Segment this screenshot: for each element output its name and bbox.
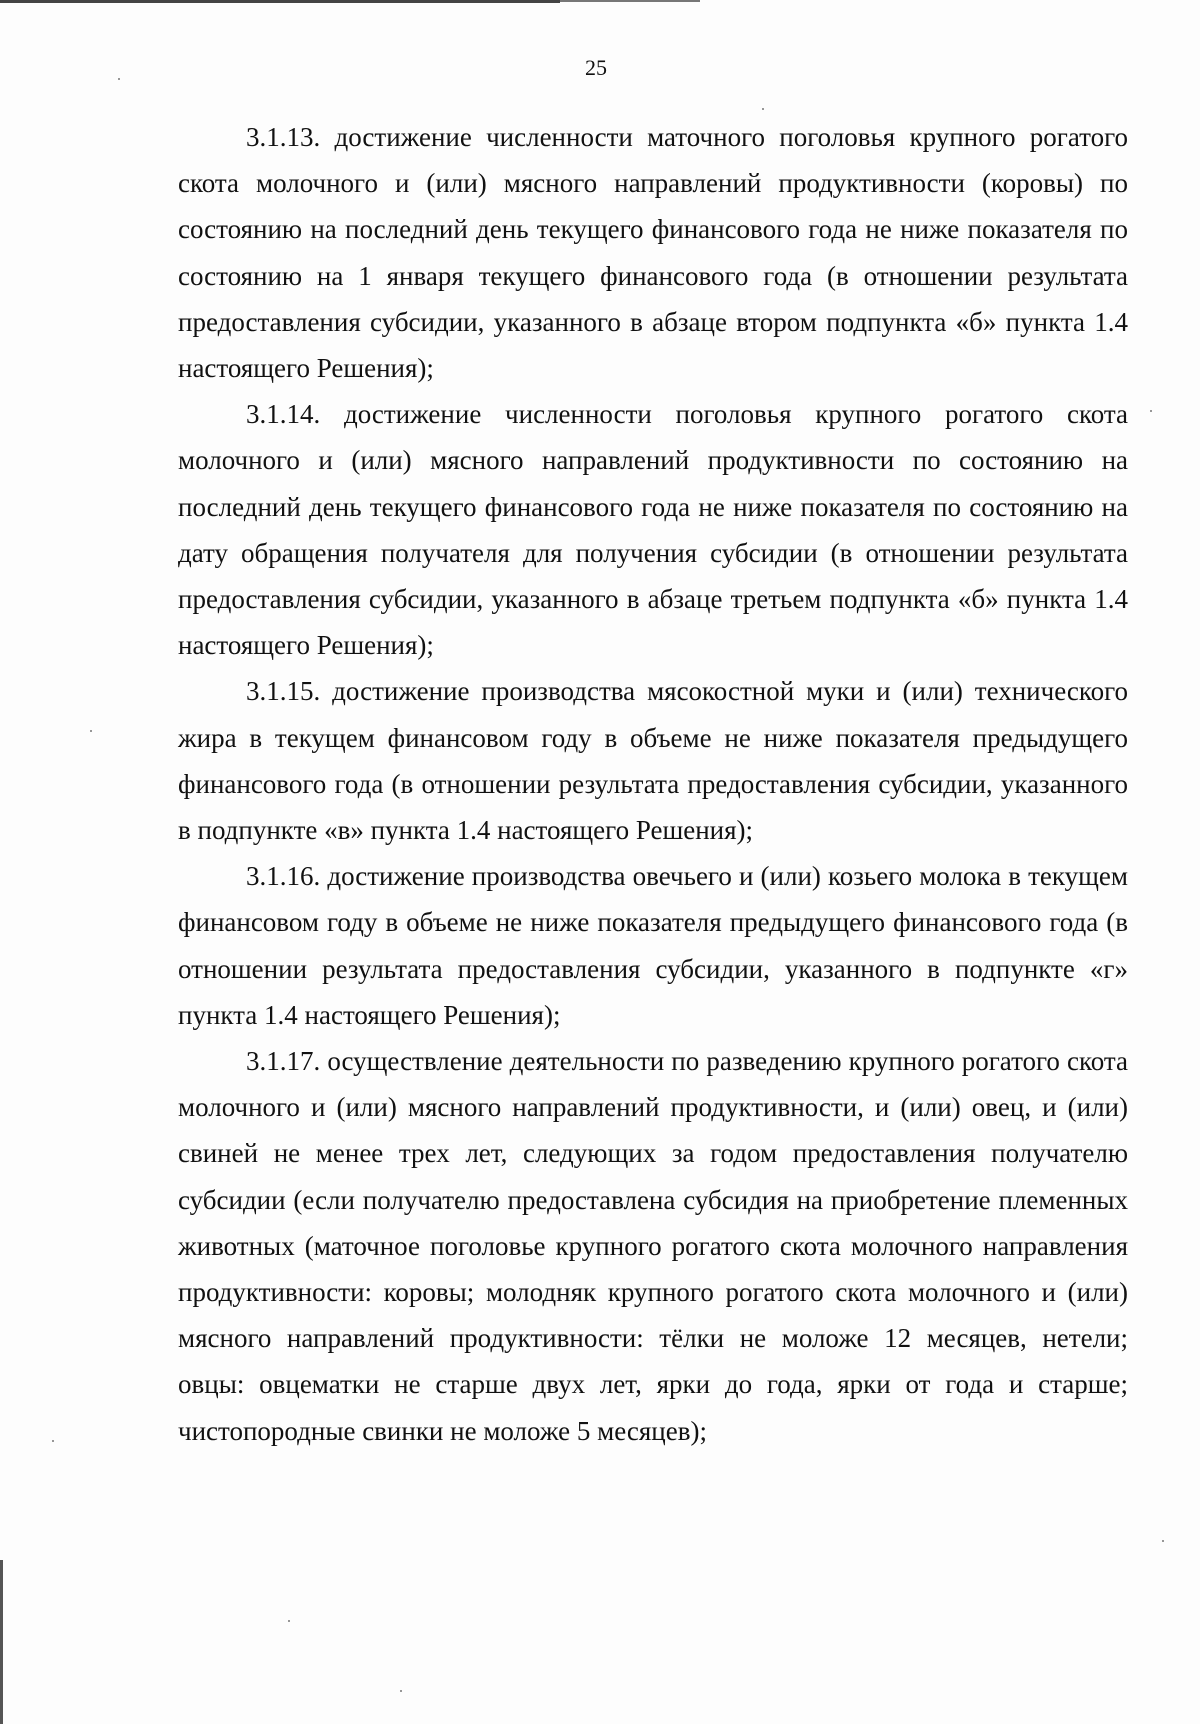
- paragraph-3-1-17: 3.1.17. осуществление деятельности по разведению крупного рогатого скота молочного и (или) мясного направлений продуктивности, и (или) овец, и (или) свиней не менее трех лет, следующих за годом предоставления получателю субсидии (если получателю предоставлена субсидия на приобретение племенных животных (маточное поголовье крупного рогатого скота молочного направления продуктивности: коровы; молодняк крупного рогатого скота молочного и (или) мясного направлений продуктивности: тёлки не моложе 12 месяцев, нетели; овцы: овцематки не старше двух лет, ярки до года, ярки от года и старше; чистопородные свинки не моложе 5 месяцев);: [178, 1046, 1128, 1446]
- paragraph-3-1-14: 3.1.14. достижение численности поголовья крупного рогатого скота молочного и (или) мясного направлений продуктивности по состоянию на последний день текущего финансового года не ниже показателя по состоянию на дату обращения получателя для получения субсидии (в отношении результата предоставления субсидии, указанного в абзаце третьем подпункта «б» пункта 1.4 настоящего Решения);: [178, 399, 1128, 661]
- scan-edge-top-faint: [560, 0, 700, 2]
- page-number: 25: [585, 55, 607, 80]
- paragraph-3-1-15: 3.1.15. достижение производства мясокостной муки и (или) технического жира в текущем финансовом году в объеме не ниже показателя предыдущего финансового года (в отношении результата предоставления субсидии, указанного в подпункте «в» пункта 1.4 настоящего Решения);: [178, 676, 1128, 846]
- scan-edge-top: [0, 0, 560, 3]
- scan-speck: [1150, 410, 1152, 412]
- paragraph-3-1-16: 3.1.16. достижение производства овечьего и (или) козьего молока в текущем финансовом году в объеме не ниже показателя предыдущего финансового года (в отношении результата предоставления субсидии, указанного в подпункте «г» пункта 1.4 настоящего Решения);: [178, 861, 1128, 1030]
- scan-speck: [90, 730, 92, 732]
- document-body: [178, 114, 1128, 1454]
- page-number-wrapper: [0, 54, 1200, 82]
- scan-speck: [400, 1690, 402, 1692]
- scan-speck: [288, 1620, 290, 1622]
- paragraph-3-1-13: 3.1.13. достижение численности маточного поголовья крупного рогатого скота молочного и (или) мясного направлений продуктивности (коровы) по состоянию на последний день текущего финансового года не ниже показателя по состоянию на 1 января текущего финансового года (в отношении результата предоставления субсидии, указанного в абзаце втором подпункта «б» пункта 1.4 настоящего Решения);: [178, 122, 1128, 384]
- scan-speck: [762, 108, 764, 110]
- scan-speck: [52, 1440, 54, 1442]
- scan-edge-left: [0, 1560, 3, 1724]
- scan-speck: [118, 78, 120, 80]
- scan-speck: [1162, 1540, 1164, 1542]
